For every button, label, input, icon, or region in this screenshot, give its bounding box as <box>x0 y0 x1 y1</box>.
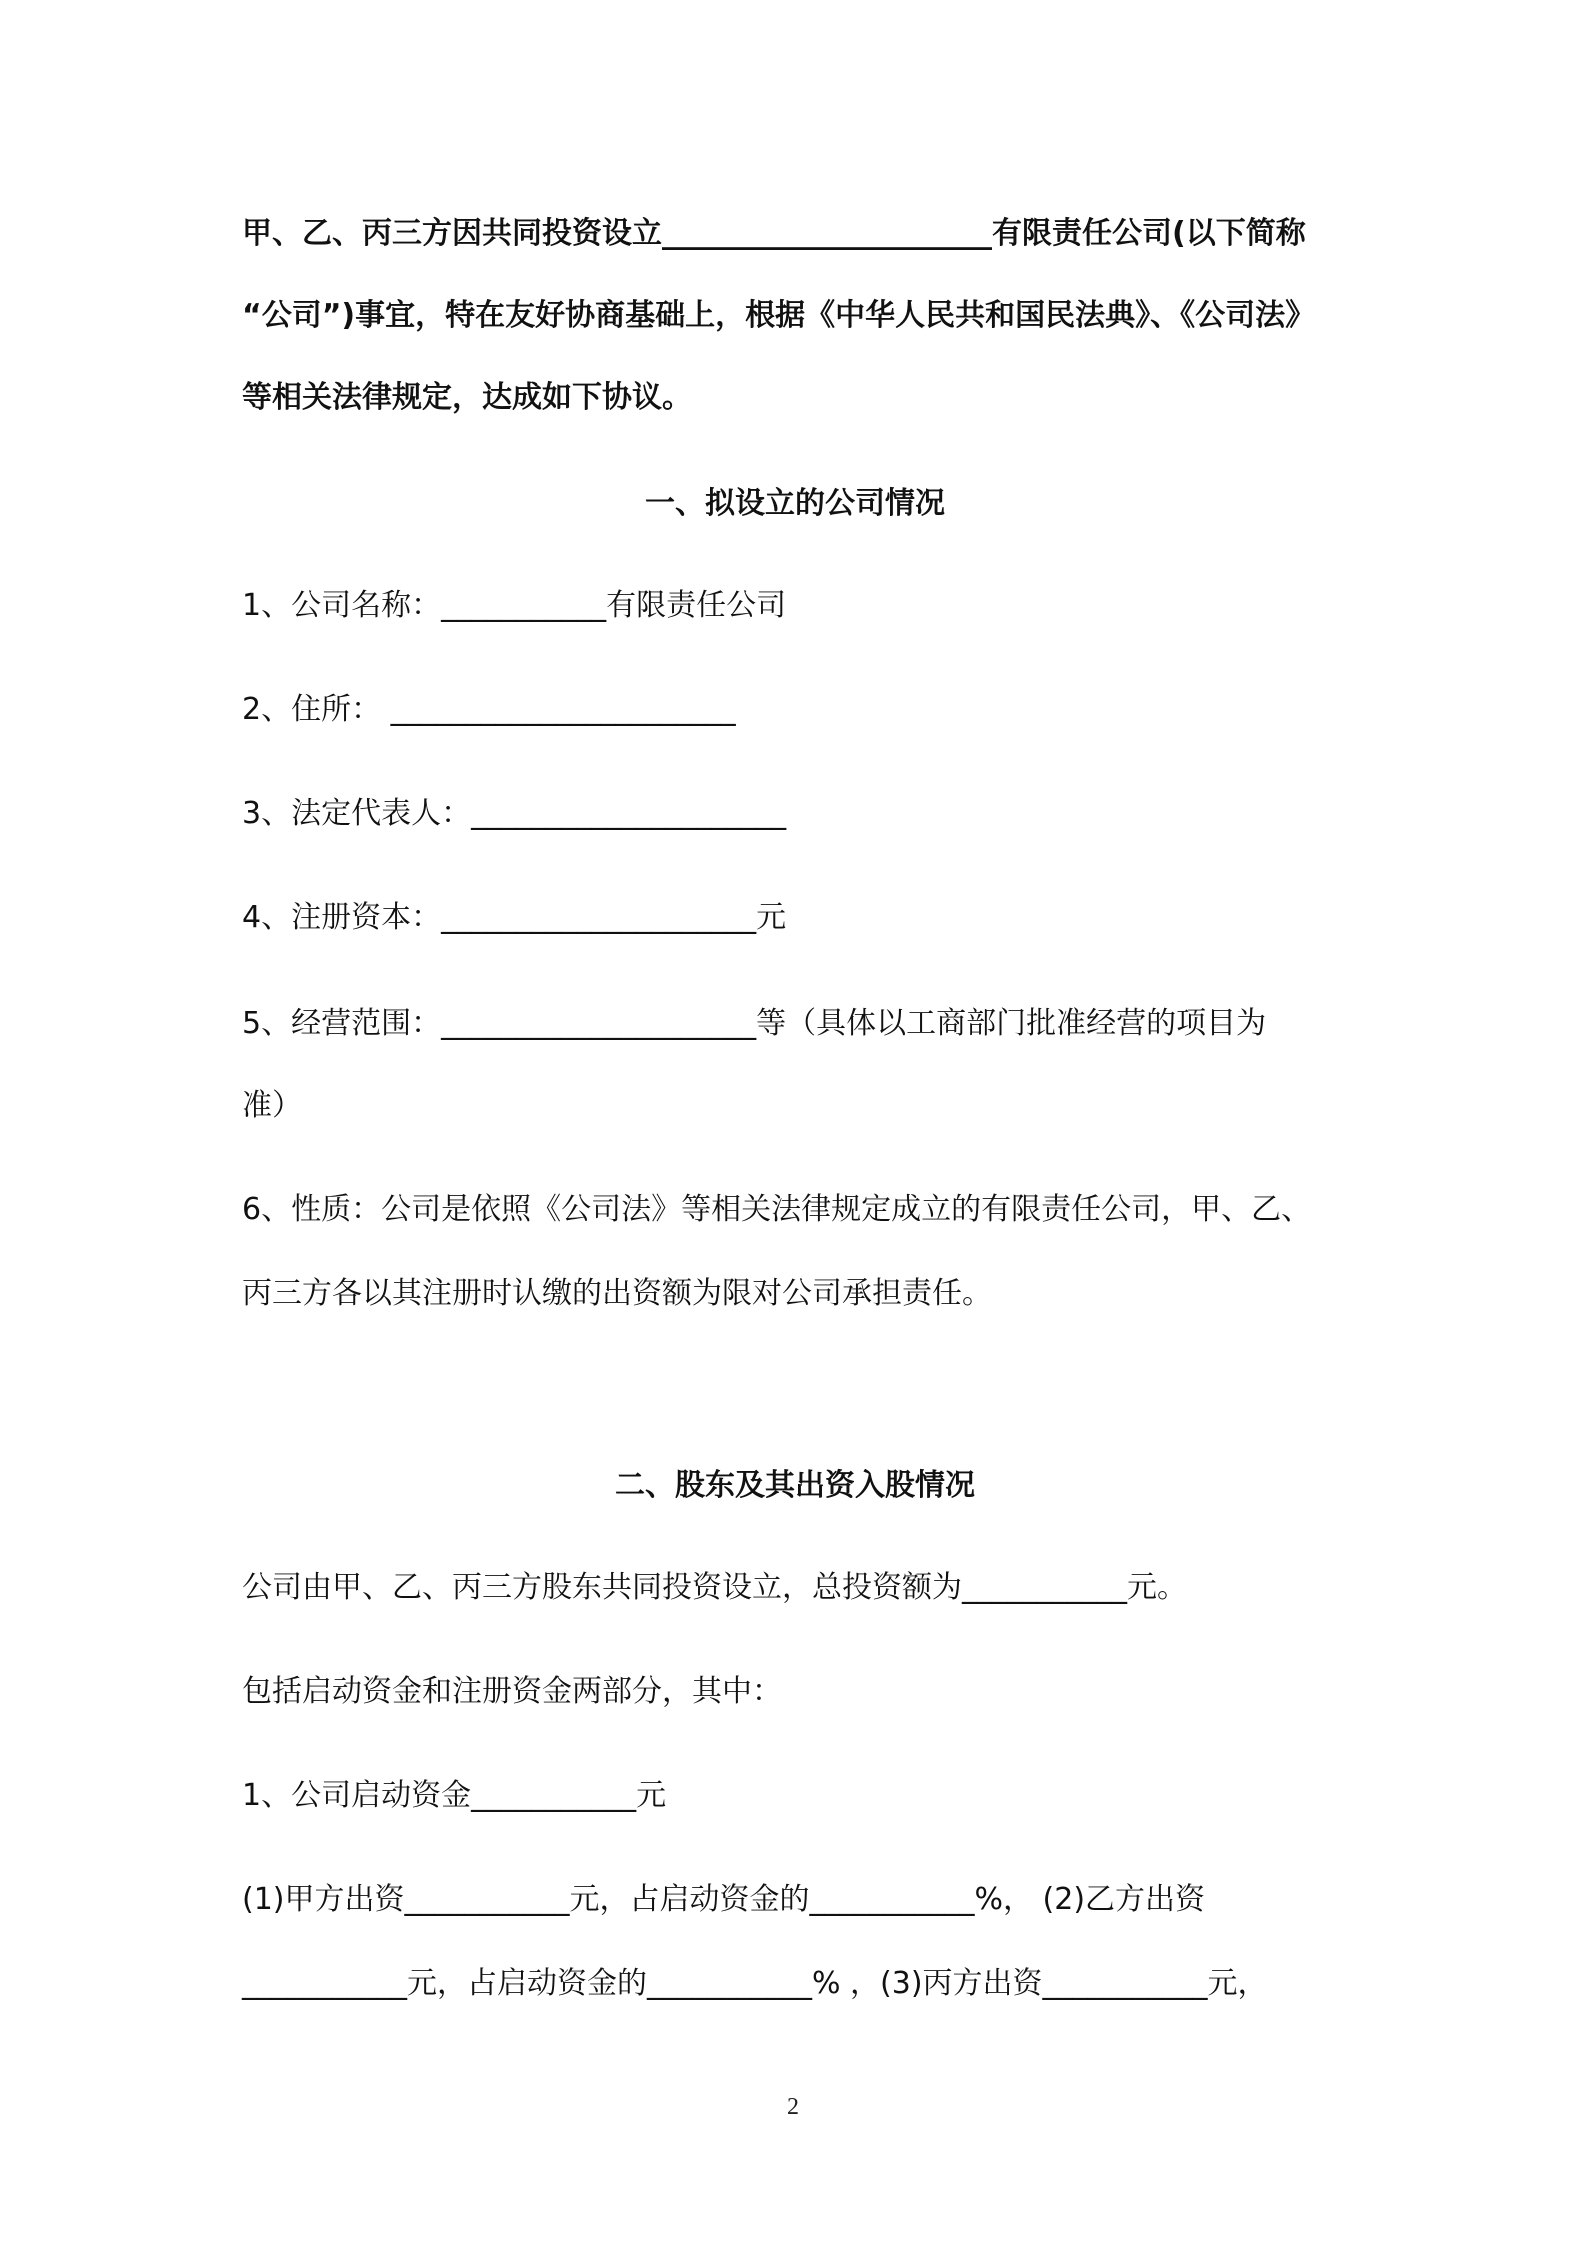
section-heading-2: 二、股东及其出资入股情况 <box>615 1468 975 1503</box>
startup-capital-field: 1、公司启动资金___________元 <box>242 1778 667 1813</box>
nature-line-1: 6、性质：公司是依照《公司法》等相关法律规定成立的有限责任公司，甲、乙、 <box>242 1192 1312 1227</box>
company-name-field: 1、公司名称：___________有限责任公司 <box>242 588 787 623</box>
address-field: 2、住所： _______________________ <box>242 692 736 727</box>
registered-capital-field: 4、注册资本：_____________________元 <box>242 900 787 935</box>
funding-parts-paragraph: 包括启动资金和注册资金两部分，其中： <box>242 1674 782 1709</box>
intro-line-1: 甲、乙、丙三方因共同投资设立______________________有限责任公司(以下简称 <box>242 216 1306 251</box>
contribution-detail-line-1: (1)甲方出资___________元，占启动资金的___________%， (2)乙方出资 <box>242 1882 1206 1917</box>
intro-line-3: 等相关法律规定，达成如下协议。 <box>242 380 692 415</box>
page-number: 2 <box>787 2094 799 2120</box>
business-scope-line-1: 5、经营范围：_____________________等（具体以工商部门批准经营的项目为 <box>242 1006 1267 1041</box>
nature-line-2: 丙三方各以其注册时认缴的出资额为限对公司承担责任。 <box>242 1276 992 1311</box>
business-scope-line-2: 准） <box>242 1088 302 1123</box>
contribution-detail-line-2: ___________元，占启动资金的___________% ，(3)丙方出资___________元， <box>242 1966 1268 2001</box>
legal-representative-field: 3、法定代表人：_____________________ <box>242 796 787 831</box>
total-investment-paragraph: 公司由甲、乙、丙三方股东共同投资设立，总投资额为___________元。 <box>242 1570 1187 1605</box>
intro-line-2: “公司”)事宜，特在友好协商基础上，根据《中华人民共和国民法典》、《公司法》 <box>242 298 1316 333</box>
section-heading-1: 一、拟设立的公司情况 <box>645 486 945 521</box>
